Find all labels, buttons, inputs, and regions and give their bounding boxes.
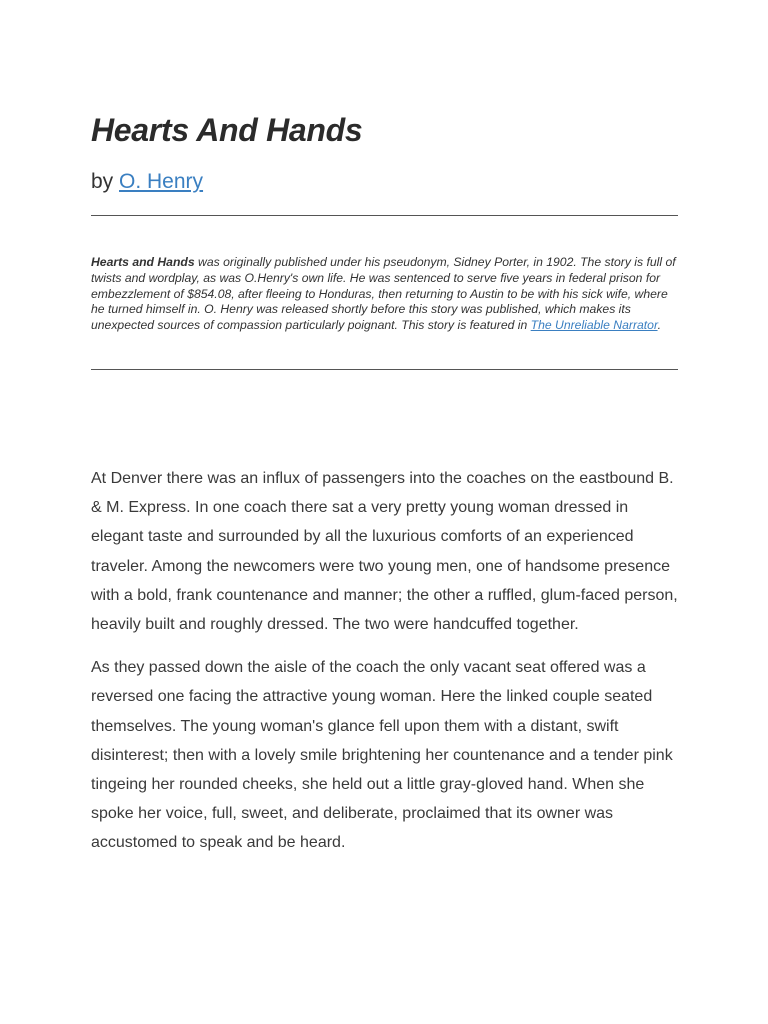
intro-text: was originally published under his pseudonym, Sidney Porter, in 1902. The story is full of twists and wordplay, as was O.Henry's own life. He was sentenced to serve five years in federal prison for embezzlement of $854.08, after fleeing to Honduras, then returning to Austin to be with his sick wife, where he turned himself in. O. Henry was released shortly before this story was published, which makes its unexpected sources of compassion particularly poignant. This story is featured in	[91, 255, 676, 333]
story-paragraph: As they passed down the aisle of the coach the only vacant seat offered was a reversed one facing the attractive young woman. Here the linked couple seated themselves. The young woman's glance fell upon them with a distant, swift disinterest; then with a lovely smile brightening her countenance and a tender pink tingeing her rounded cheeks, she held out a little gray-gloved hand. When she spoke her voice, full, sweet, and deliberate, proclaimed that its owner was accustomed to speak and be heard.	[91, 659, 673, 852]
intro-note	[91, 255, 678, 334]
author-link[interactable]: O. Henry	[119, 170, 204, 193]
story-title: Hearts And Hands	[91, 112, 363, 148]
divider-top	[91, 215, 678, 216]
divider-bottom	[91, 369, 678, 370]
unreliable-narrator-link[interactable]: The Unreliable Narrator	[530, 318, 658, 333]
intro-story-name: Hearts and Hands	[91, 255, 195, 269]
story-body	[91, 464, 678, 872]
byline-prefix: by	[91, 170, 120, 193]
intro-tail: .	[657, 318, 661, 333]
byline	[91, 170, 203, 194]
story-paragraph: At Denver there was an influx of passengers into the coaches on the eastbound B. & M. Express. In one coach there sat a very pretty young woman dressed in elegant taste and surrounded by all the luxurious comforts of an experienced traveler. Among the newcomers were two young men, one of handsome presence with a bold, frank countenance and manner; the other a ruffled, glum-faced person, heavily built and roughly dressed. The two were handcuffed together.	[91, 470, 678, 634]
